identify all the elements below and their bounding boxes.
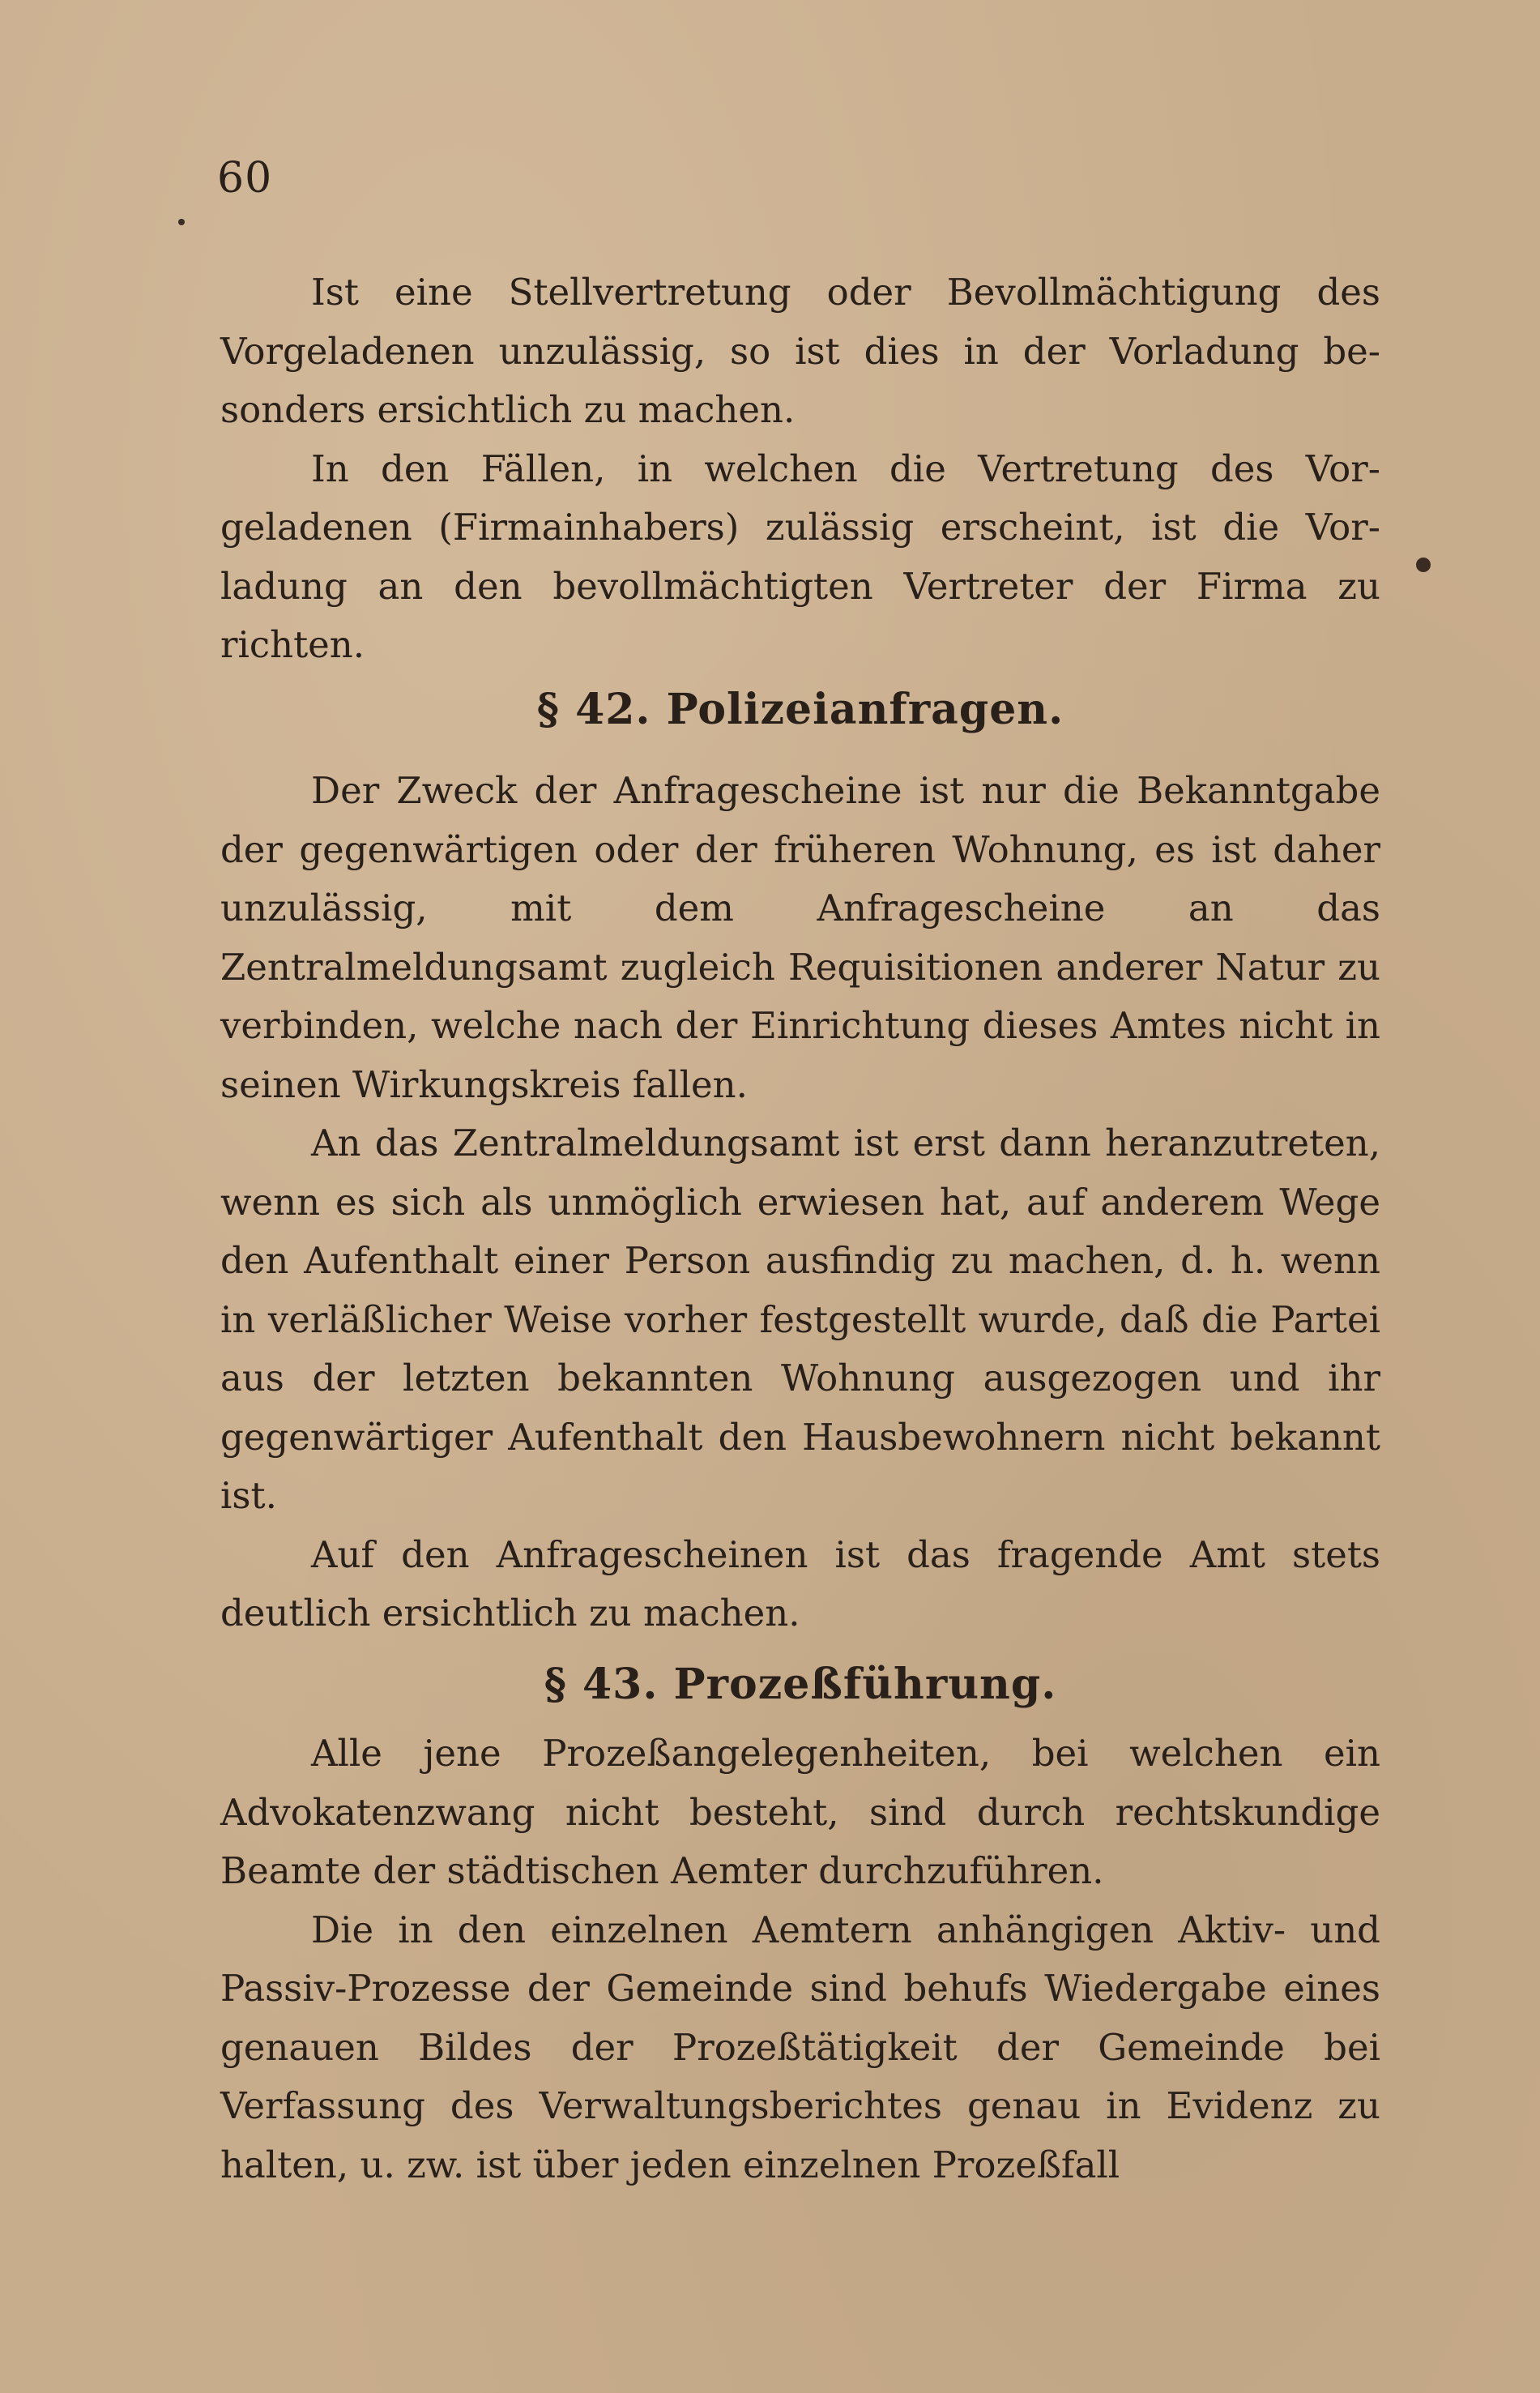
ink-speck	[1416, 558, 1431, 572]
page-number: 60	[217, 154, 273, 203]
section-heading-43: § 43. Prozeßführung.	[544, 1660, 1057, 1709]
intro-text-block	[220, 263, 1380, 675]
paragraph: Der Zweck der Anfragescheine ist nur die Bekanntgabe der gegenwärtigen oder der früheren Wohnung, es ist daher unzulässig, mit dem Anfragescheine an das Zentralmeldungsamt zugleich Requisitionen anderer Natur zu verbinden, welche nach der Einrichtung dieses Amtes nicht in seinen Wirkungskreis fallen.	[220, 769, 1380, 1106]
ink-speck	[178, 219, 185, 225]
paragraph: Auf den Anfragescheinen ist das fragende Amt stets deutlich ersichtlich zu machen.	[220, 1532, 1380, 1635]
paragraph: Die in den einzelnen Aemtern anhängigen Aktiv- und Passiv-Prozesse der Gemeinde sind behufs Wiedergabe eines genauen Bildes der Prozeßtätigkeit der Gemeinde bei Verfassung des Verwaltungsberichtes genau in Evidenz zu halten, u. zw. ist über jeden einzelnen Prozeßfall	[220, 1908, 1380, 2186]
section-heading-42: § 42. Polizeianfragen.	[536, 685, 1064, 734]
paragraph: Ist eine Stellvertretung oder Bevollmächtigung des Vorgeladenen unzulässig, so ist dies in der Vorladung besonders ersichtlich zu machen.	[220, 271, 1380, 431]
paragraph: Alle jene Prozeßangelegenheiten, bei welchen ein Advokatenzwang nicht besteht, sind durch rechtskundige Beamte der städtischen Aemter durchzuführen.	[220, 1732, 1380, 1892]
section-43-text-block	[220, 1724, 1380, 2194]
paragraph: In den Fällen, in welchen die Vertretung des Vorgeladenen (Firmainhabers) zulässig erscheint, ist die Vorladung an den bevollmächtigten Vertreter der Firma zu richten.	[220, 447, 1380, 666]
section-42-text-block	[220, 762, 1380, 1643]
paragraph: An das Zentralmeldungsamt ist erst dann heranzutreten, wenn es sich als unmöglich erwiesen hat, auf anderem Wege den Aufenthalt einer Person ausfindig zu machen, d. h. wenn in verläßlicher Weise vorher festgestellt wurde, daß die Partei aus der letzten bekannten Wohnung ausgezogen und ihr gegenwärtiger Aufenthalt den Hausbewohnern nicht bekannt ist.	[220, 1122, 1380, 1517]
